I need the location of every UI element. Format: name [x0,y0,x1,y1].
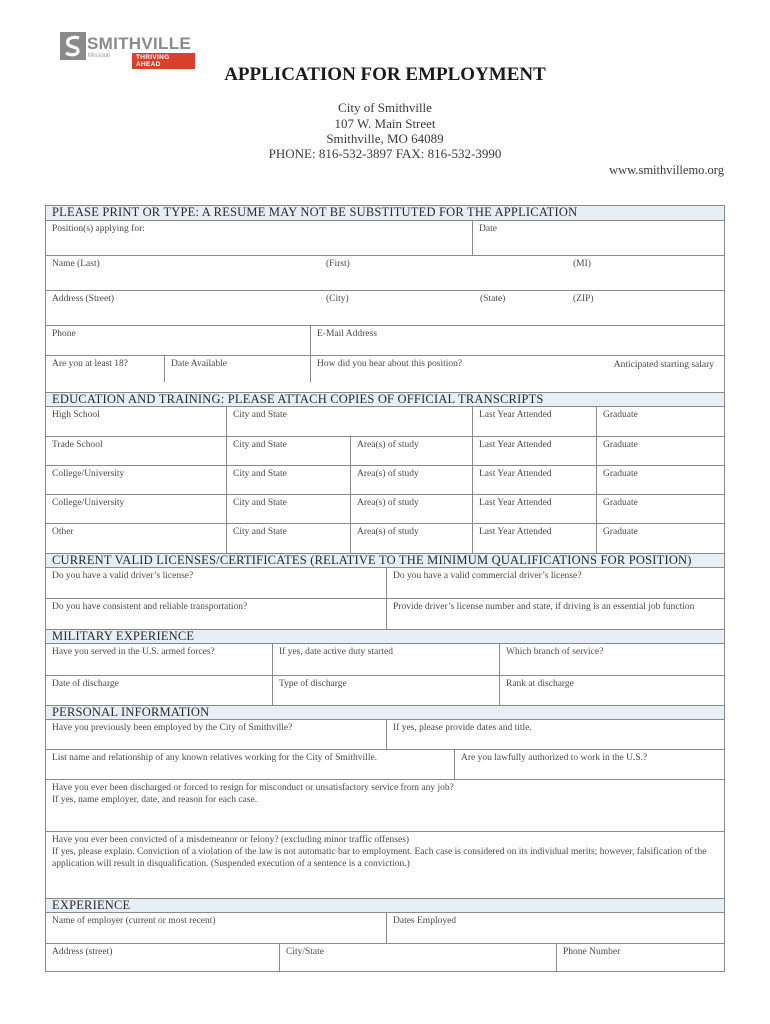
last-year-label: Last Year Attended [479,440,552,450]
date-available-label: Date Available [171,359,228,369]
smithville-s-mark-icon [60,32,86,60]
personal-row [46,780,724,832]
street-field[interactable] [46,291,320,325]
area-of-study-label: Area(s) of study [357,440,419,450]
discharged-question: Have you ever been discharged or forced to resign for misconduct or unsatisfactory service from any job? [52,783,454,793]
school-label: Trade School [52,440,103,450]
section-experience [46,898,724,913]
city-label: (City) [326,294,349,304]
drivers-license-field[interactable] [46,568,386,598]
branch-field[interactable] [499,644,724,675]
school-field[interactable] [46,407,226,436]
city-state-label: City and State [233,440,287,450]
section-heading-personal: PERSONAL INFORMATION [52,705,210,719]
city-state-field[interactable] [226,407,472,436]
age-label: Are you at least 18? [52,359,128,369]
area-of-study-label: Area(s) of study [357,469,419,479]
commercial-license-field[interactable] [386,568,724,598]
city-state-field[interactable] [226,524,350,553]
area-of-study-label: Area(s) of study [357,527,419,537]
logo-state: Missouri [88,53,111,59]
position-label: Position(s) applying for: [52,224,145,234]
city-state-label: City and State [233,498,287,508]
zip-label: (ZIP) [573,294,594,304]
transportation-field[interactable] [46,599,386,629]
employer-city-state-field[interactable] [279,944,556,972]
employer-phone-label: Phone Number [563,947,621,957]
city-state-label: City and State [233,469,287,479]
state-label: (State) [480,294,506,304]
personal-row [46,832,724,898]
zip-field[interactable] [567,291,724,325]
date-available-field[interactable] [164,356,310,382]
city-state-label: City and State [233,410,287,420]
employer-label: Name of employer (current or most recent) [52,916,216,926]
area-of-study-field[interactable] [350,437,472,465]
discharge-type-label: Type of discharge [279,679,347,689]
rank-field[interactable] [499,676,724,705]
salary-label: Anticipated starting salary [613,360,714,370]
date-field[interactable] [472,221,724,255]
transportation-label: Do you have consistent and reliable transportation? [52,602,248,612]
school-field[interactable] [46,495,226,523]
employer-city-state-label: City/State [286,947,324,957]
logo-name: SMITHVILLE [87,34,192,53]
heard-salary-field[interactable] [310,356,724,382]
city-name: City of Smithville [338,100,432,115]
graduate-field[interactable] [596,466,724,494]
relatives-label: List name and relationship of any known relatives working for the City of Smithville. [52,753,378,763]
email-field[interactable] [310,326,724,355]
last-year-label: Last Year Attended [479,469,552,479]
graduate-label: Graduate [603,469,638,479]
military-row [46,676,724,705]
last-year-label: Last Year Attended [479,498,552,508]
phone-fax: PHONE: 816-532-3897 FAX: 816-532-3990 [268,146,502,161]
area-of-study-field[interactable] [350,524,472,553]
application-form [45,205,725,972]
dates-employed-label: Dates Employed [393,916,457,926]
conviction-instruction: If yes, please explain. Conviction of a violation of the law is not automatic bar to employment. Each case is considered on its individual merits; however, falsification of the application will result in disqualification. (Suspended execution of a sentence is a conviction.) [52,847,707,869]
last-year-label: Last Year Attended [479,410,552,420]
graduate-label: Graduate [603,410,638,420]
previous-employment-field[interactable] [46,720,386,749]
branch-label: Which branch of service? [506,647,604,657]
form-row-position [46,221,724,256]
discharge-type-field[interactable] [272,676,499,705]
address-label: Address (Street) [52,294,114,304]
city-state-field[interactable] [226,466,350,494]
military-row [46,644,724,676]
work-authorization-label: Are you lawfully authorized to work in the U.S.? [461,753,648,763]
served-field[interactable] [46,644,272,675]
phone-field[interactable] [46,326,310,355]
last-year-field[interactable] [472,466,596,494]
mi-label: (MI) [573,259,591,269]
graduate-field[interactable] [596,524,724,553]
dates-title-label: If yes, please provide dates and title. [393,723,532,733]
last-name-label: Name (Last) [52,259,100,269]
experience-row [46,913,724,944]
served-label: Have you served in the U.S. armed forces? [52,647,215,657]
date-label: Date [479,224,497,234]
first-name-label: (First) [326,259,350,269]
dates-title-field[interactable] [386,720,724,749]
discharge-date-field[interactable] [46,676,272,705]
conviction-field[interactable] [46,832,724,898]
form-row-address [46,291,724,326]
graduate-field[interactable] [596,437,724,465]
street-address: 107 W. Main Street [334,116,436,131]
employer-address-field[interactable] [46,944,279,972]
work-authorization-field[interactable] [454,750,724,779]
position-field[interactable] [46,221,472,255]
last-year-field[interactable] [472,495,596,523]
graduate-label: Graduate [603,440,638,450]
employer-phone-field[interactable] [556,944,724,972]
employer-field[interactable] [46,913,386,943]
discharged-instruction: If yes, name employer, date, and reason for each case. [52,795,258,805]
conviction-question: Have you ever been convicted of a misdemeanor or felony? (excluding minor traffic offenses) [52,835,410,845]
state-field[interactable] [474,291,567,325]
first-name-field[interactable] [320,256,567,290]
school-label: College/University [52,498,125,508]
last-year-field[interactable] [472,407,596,436]
personal-row [46,720,724,750]
education-row [46,437,724,466]
school-field[interactable] [46,437,226,465]
school-label: Other [52,527,74,537]
form-row-name [46,256,724,291]
website-link[interactable]: www.smithvillemo.org [609,163,724,177]
graduate-field[interactable] [596,495,724,523]
school-field[interactable] [46,466,226,494]
commercial-license-label: Do you have a valid commercial driver’s license? [393,571,582,581]
education-row [46,466,724,495]
duty-started-label: If yes, date active duty started [279,647,393,657]
education-row [46,407,724,437]
section-military [46,629,724,644]
city-state-label: City and State [233,527,287,537]
section-heading-licenses: CURRENT VALID LICENSES/CERTIFICATES (RELATIVE TO THE MINIMUM QUALIFICATIONS FOR POSITION) [52,553,692,567]
license-number-field[interactable] [386,599,724,629]
area-of-study-field[interactable] [350,466,472,494]
section-heading-military: MILITARY EXPERIENCE [52,629,195,643]
phone-label: Phone [52,329,76,339]
city-field[interactable] [320,291,474,325]
city-state-zip: Smithville, MO 64089 [326,131,444,146]
middle-initial-field[interactable] [567,256,724,290]
school-label: College/University [52,469,125,479]
last-year-field[interactable] [472,524,596,553]
logo-tagline: THRIVING AHEAD [132,53,195,69]
education-row [46,495,724,524]
page-title: APPLICATION FOR EMPLOYMENT [224,64,546,85]
city-state-field[interactable] [226,437,350,465]
section-heading-experience: EXPERIENCE [52,898,131,912]
section-education [46,392,724,407]
licenses-row [46,568,724,599]
discharge-date-label: Date of discharge [52,679,119,689]
duty-started-field[interactable] [272,644,499,675]
licenses-row [46,599,724,629]
graduate-label: Graduate [603,527,638,537]
school-field[interactable] [46,524,226,553]
education-row [46,524,724,553]
drivers-license-label: Do you have a valid driver’s license? [52,571,194,581]
form-row-availability [46,356,724,382]
graduate-label: Graduate [603,498,638,508]
experience-row [46,944,724,972]
section-heading-education: EDUCATION AND TRAINING: PLEASE ATTACH COPIES OF OFFICIAL TRANSCRIPTS [52,392,544,406]
previous-employment-label: Have you previously been employed by the City of Smithville? [52,723,293,733]
area-of-study-label: Area(s) of study [357,498,419,508]
city-state-field[interactable] [226,495,350,523]
section-heading-applicant: PLEASE PRINT OR TYPE: A RESUME MAY NOT BE SUBSTITUTED FOR THE APPLICATION [52,205,578,219]
dates-employed-field[interactable] [386,913,724,943]
relatives-field[interactable] [46,750,454,779]
rank-label: Rank at discharge [506,679,574,689]
school-label: High School [52,410,100,420]
last-name-field[interactable] [46,256,320,290]
section-applicant [46,206,724,221]
employer-address-label: Address (street) [52,947,113,957]
license-number-label: Provide driver’s license number and state, if driving is an essential job function [393,602,695,612]
last-year-label: Last Year Attended [479,527,552,537]
discharged-field[interactable] [46,780,724,831]
age-field[interactable] [46,356,164,382]
email-label: E-Mail Address [317,329,377,339]
graduate-field[interactable] [596,407,724,436]
section-licenses [46,553,724,568]
heard-label: How did you hear about this position? [317,359,463,369]
smithville-logo [60,32,195,66]
form-row-contact [46,326,724,356]
area-of-study-field[interactable] [350,495,472,523]
section-personal [46,705,724,720]
last-year-field[interactable] [472,437,596,465]
personal-row [46,750,724,780]
